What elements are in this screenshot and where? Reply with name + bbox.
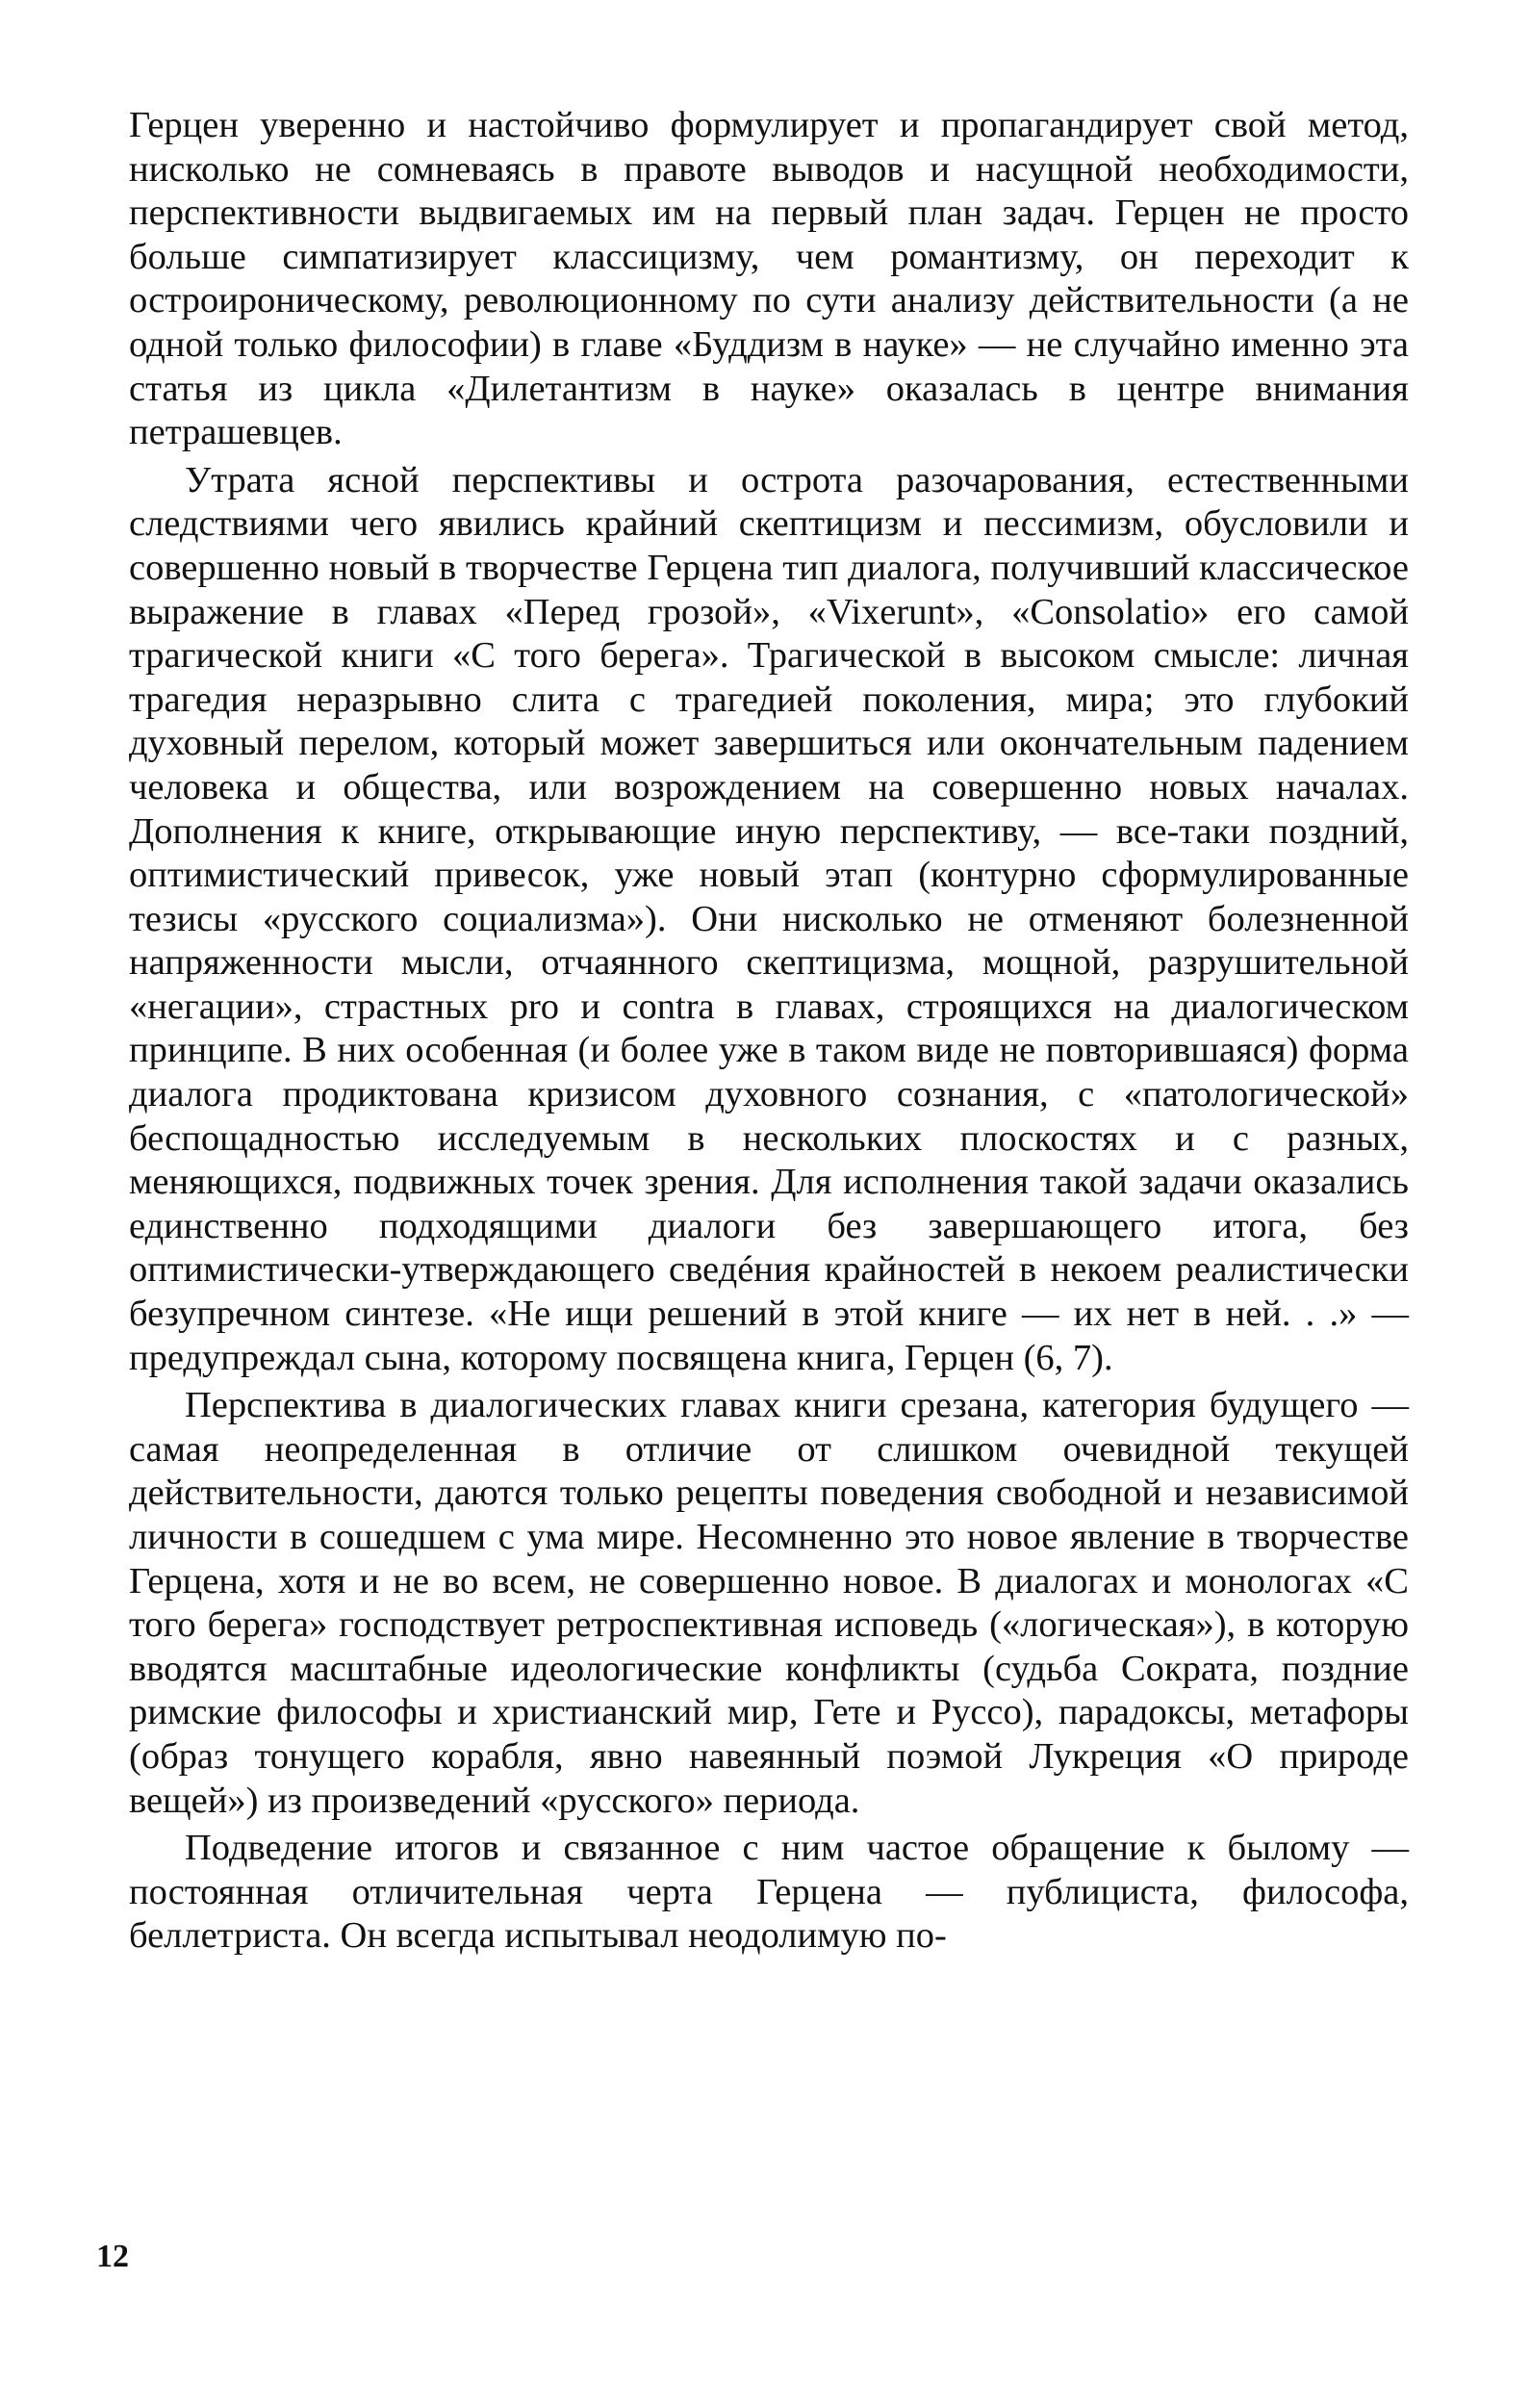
- body-text: [129, 104, 1409, 1959]
- page-number: 12: [96, 2239, 129, 2274]
- paragraph-3: Перспектива в диалогических главах книги срезана, категория будущего — самая неопределенная в отличие от слишком очевидной текущей действительности, даются только рецепты поведения свободной и независимой личности в сошедшем с ума мире. Несомненно это новое явление в творчестве Герцена, хотя и не во всем, не совершенно новое. В диалогах и монологах «С того берега» господствует ретроспективная исповедь («логическая»), в которую вводятся масштабные идеологические конфликты (судьба Сократа, поздние римские философы и христианский мир, Гете и Руссо), парадоксы, метафоры (образ тонущего корабля, явно навеянный поэмой Лукреция «О природе вещей») из произведений «русского» периода.: [129, 1385, 1409, 1821]
- paragraph-1: Герцен уверенно и настойчиво формулирует и пропагандирует свой метод, нисколько не сомневаясь в правоте выводов и насущной необходимости, перспективности выдвигаемых им на первый план задач. Герцен не просто больше симпатизирует классицизму, чем романтизму, он переходит к остроироническому, революционному по сути анализу действительности (а не одной только философии) в главе «Буддизм в науке» — не случайно именно эта статья из цикла «Дилетантизм в науке» оказалась в центре внимания петрашевцев.: [129, 105, 1409, 453]
- paragraph-4: Подведение итогов и связанное с ним частое обращение к былому — постоянная отличительная черта Герцена — публициста, философа, беллетриста. Он всегда испытывал неодолимую по-: [129, 1828, 1409, 1957]
- paragraph-2: Утрата ясной перспективы и острота разочарования, естественными следствиями чего явились крайний скептицизм и пессимизм, обусловили и совершенно новый в творчестве Герцена тип диалога, получивший классическое выражение в главах «Перед грозой», «Vixerunt», «Consolatio» его самой трагической книги «С того берега». Трагической в высоком смысле: личная трагедия неразрывно слита с трагедией поколения, мира; это глубокий духовный перелом, который может завершиться или окончательным падением человека и общества, или возрождением на совершенно новых началах. Дополнения к книге, открывающие иную перспективу, — все-таки поздний, оптимистический привесок, уже новый этап (контурно сформулированные тезисы «русского социализма»). Они нисколько не отменяют болезненной напряженности мысли, отчаянного скептицизма, мощной, разрушительной «негации», страстных pro и contra в главах, строящихся на диалогическом принципе. В них особенная (и более уже в таком виде не повторившаяся) форма диалога продиктована кризисом духовного сознания, с «патологической» беспощадностью исследуемым в нескольких плоскостях и с разных, меняющихся, подвижных точек зрения. Для исполнения такой задачи оказались единственно подходящими диалоги без завершающего итога, без оптимистически-утверждающего сведéния крайностей в некоем реалистически безупречном синтезе. «Не ищи решений в этой книге — их нет в ней. . .» — предупреждал сына, которому посвящена книга, Герцен (6, 7).: [129, 459, 1409, 1378]
